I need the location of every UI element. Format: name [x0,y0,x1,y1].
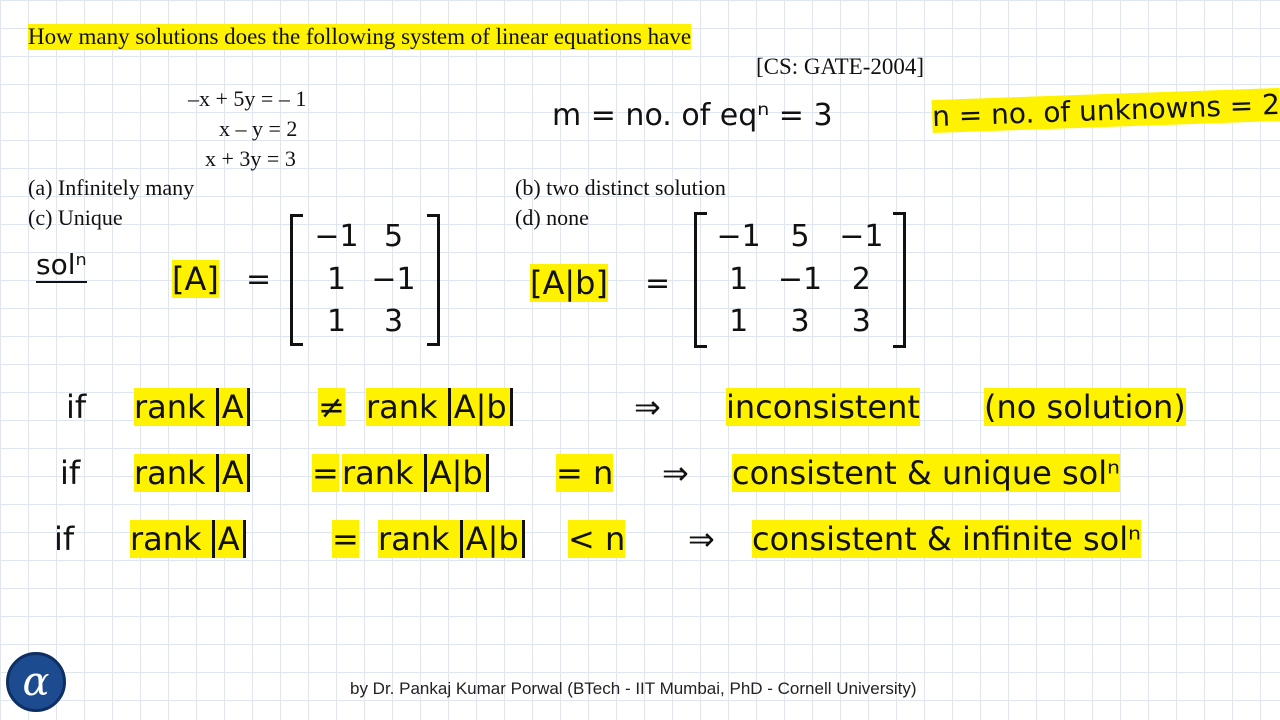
rule-operator: = [312,454,339,492]
rule-result: inconsistent [726,388,920,426]
equals-sign-a: = [246,262,272,297]
rule-inconsistent [0,378,1280,438]
matrix-a [290,214,440,346]
rank-word: rank [366,388,438,426]
matrix-a-left-bracket [290,214,303,346]
augmented-matrix-cell: 2 [851,261,871,297]
augmented-matrix-cell: 3 [851,304,871,340]
augmented-matrix-right-bracket [893,212,906,348]
rule-if: if [54,520,75,558]
rule-rhs [366,388,513,426]
rank-box: A [216,388,250,426]
option-d: (d) none [515,205,589,230]
option-c: (c) Unique [28,205,123,230]
rank-word: rank [130,520,202,558]
rank-word: rank [378,520,450,558]
rule-lhs [130,520,246,558]
option-a: (a) Infinitely many [28,175,195,200]
rank-word: rank [134,454,206,492]
augmented-matrix-cell: −1 [716,219,761,254]
matrix-a-cell: 5 [383,219,404,254]
rank-word: rank [134,388,206,426]
rule-if: if [66,388,87,426]
matrix-a-cell: −1 [371,261,416,297]
option-b: (b) two distinct solution [515,175,726,200]
rule-operator: ≠ [318,388,345,426]
equation-2: x – y = 2 [219,116,298,141]
matrix-a-right-bracket [427,214,440,346]
matrix-a-label: [A] [172,260,219,298]
equation-3: x + 3y = 3 [205,146,296,171]
rule-infinite [0,510,1280,570]
augmented-matrix-cell: 3 [790,304,810,340]
rule-arrow: ⇒ [662,454,689,492]
rank-box: A [212,520,246,558]
augmented-matrix-left-bracket [694,212,707,348]
rule-arrow: ⇒ [634,388,661,426]
rule-lhs [134,454,250,492]
matrix-a-cell: −1 [314,219,359,254]
augmented-matrix-cell: −1 [839,219,884,254]
matrix-a-cell: 1 [326,261,347,297]
rule-note: (no solution) [984,388,1186,426]
augmented-matrix-cell: −1 [777,261,823,297]
question-source: [CS: GATE-2004] [756,54,925,79]
matrix-a-cell: 1 [326,304,347,340]
rank-box: A [216,454,250,492]
rule-if: if [60,454,81,492]
alpha-logo-glyph: α [22,659,50,705]
matrix-a-cell: 3 [383,304,404,340]
rule-rhs [378,520,525,558]
alpha-logo-icon [6,652,66,712]
rule-lhs [134,388,250,426]
rule-result: consistent & unique solⁿ [732,454,1120,492]
augmented-matrix-cell: 1 [729,261,749,297]
rule-condition: = n [556,454,614,492]
augmented-matrix-cell: 1 [729,304,749,340]
rule-arrow: ⇒ [688,520,715,558]
question-title: How many solutions does the following system of linear equations have [28,24,692,49]
rank-box: A|b [460,520,525,558]
n-unknowns-note: n = no. of unknowns = 2 [931,87,1280,134]
augmented-matrix [694,212,906,348]
augmented-matrix-cell: 5 [790,219,810,254]
rule-rhs [342,454,489,492]
augmented-matrix-label: [A|b] [530,264,608,302]
rank-box: A|b [448,388,513,426]
rule-result: consistent & infinite solⁿ [752,520,1141,558]
m-equations-note: m = no. of eqⁿ = 3 [552,98,833,133]
footer-credit: by Dr. Pankaj Kumar Porwal (BTech - IIT Mumbai, PhD - Cornell University) [350,679,917,698]
solution-label: solⁿ [36,248,87,281]
rank-box: A|b [424,454,489,492]
rank-word: rank [342,454,414,492]
rule-condition: < n [568,520,626,558]
equation-1: –x + 5y = – 1 [188,86,307,111]
rule-unique [0,444,1280,504]
rule-operator: = [332,520,359,558]
equals-sign-ab: = [645,266,671,301]
